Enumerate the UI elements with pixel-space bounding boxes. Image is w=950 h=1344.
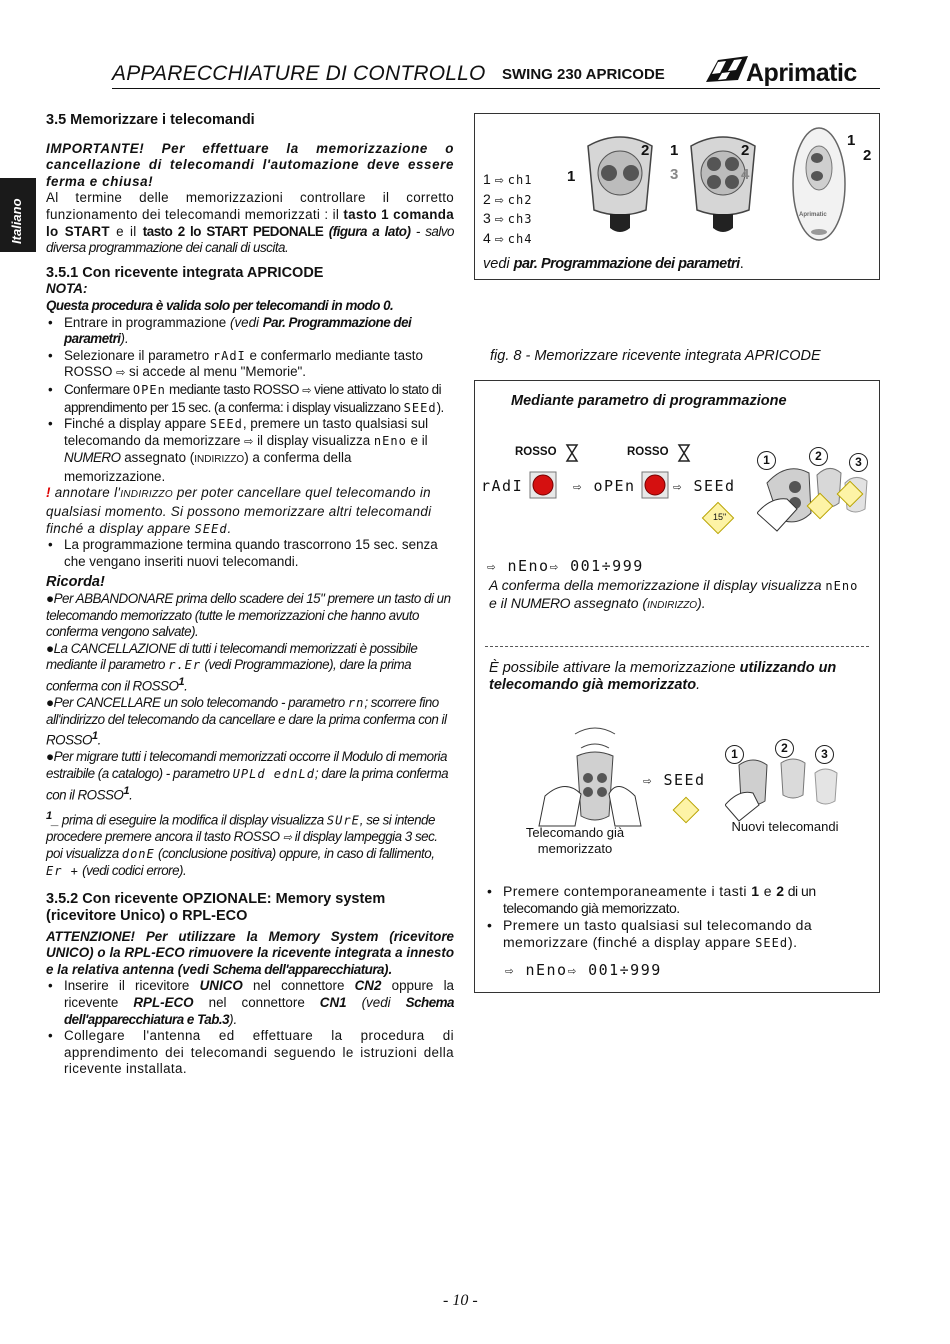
nota-label: NOTA: [46, 281, 88, 297]
ricorda-item: ●Per ABBANDONARE prima dello scadere dei 15" premere un tasto di un telecomando memorizzato (tutte le memorizzazioni che hanno avuto conferma vengono salvate). [46, 591, 451, 640]
arrow-right-icon: ⇨ [116, 367, 126, 380]
important-note: IMPORTANTE! Per effettuare la memorizzazione o cancellazione di telecomandi l'automazione deve essere ferma e chiusa! [46, 140, 454, 189]
channel-row: 4 ⇨ ch4 [483, 229, 533, 246]
box-list [485, 883, 865, 952]
remote-channels-box [474, 113, 880, 280]
timer-15s-icon [805, 491, 835, 521]
button-label: 4 [741, 166, 750, 183]
svg-text:Aprimatic: Aprimatic [746, 59, 857, 87]
section-3-5-title: 3.5 Memorizzare i telecomandi [46, 112, 255, 128]
display-memo: ⇨ nEno⇨ 001÷999 [487, 557, 644, 575]
header-model: SWING 230 APRICODE [502, 66, 665, 83]
red-button-icon [641, 471, 669, 499]
list-item: • Premere un tasto qualsiasi sul telecomando da memorizzare (finché a display appare SEEd). [485, 917, 865, 952]
button-label: 1 [567, 168, 576, 185]
list-item: • Finché a display appare SEEd, premere un tasto qualsiasi sul telecomando da memorizzare ⇨ il display visualizza nEno e il NUMERO assegnato (INDIRIZZO) a conferma della memorizzazione. [46, 416, 454, 485]
button-label: 3 [670, 166, 679, 183]
bullet-dot-icon: ● [46, 749, 54, 765]
header-title: APPARECCHIATURE DI CONTROLLO [112, 62, 486, 85]
possible-text: È possibile attivare la memorizzazione utilizzando un telecomando già memorizzato. [489, 660, 837, 693]
box-title: Mediante parametro di programmazione [511, 393, 787, 409]
step-number: 1 [757, 451, 776, 470]
display-memo-2: ⇨ nEno⇨ 001÷999 [505, 961, 662, 979]
timer-15s-icon [835, 479, 865, 509]
ricorda-item: ●Per CANCELLARE un solo telecomando - parametro rn; scorrere fino all'indirizzo del telecomando da cancellare e dare la prima conferma con il ROSSO$^1$. [46, 695, 447, 748]
button-label: 2 [641, 142, 650, 159]
button-label: 2 [741, 142, 750, 159]
hourglass-icon [565, 443, 579, 463]
bullet-dot-icon: ● [46, 695, 54, 711]
attention-note: ATTENZIONE! Per utilizzare la Memory System (ricevitore UNICO) o la RPL-ECO rimuovere la ricevente integrata a innesto e la relativa antenna (vedi Schema dell'apparecchiatura). [46, 928, 454, 977]
left-column [46, 112, 454, 1078]
ricorda-item: ●Per migrare tutti i telecomandi memorizzati occorre il Modulo di memoria estraibile (a catalogo) - parametro UPLd ednLd; dare la prima conferma con il ROSSO$^1$. [46, 749, 449, 802]
step-number: 3 [849, 453, 868, 472]
checkered-flag-icon [706, 56, 748, 82]
list-item: • Selezionare il parametro rAdI e confermarlo mediante tasto ROSSO ⇨ si accede al menu "Memorie". [46, 348, 454, 382]
list-item: • Collegare l'antenna ed effettuare la procedura di apprendimento dei telecomandi seguendo le istruzioni della ricevente installata. [46, 1028, 454, 1078]
aprimatic-logo [704, 52, 884, 92]
rosso-label: ROSSO [515, 446, 557, 458]
step-number: 2 [775, 739, 794, 758]
confirmation-text: A conferma della memorizzazione il display visualizza nEno e il NUMERO assegnato (INDIRIZZO). [489, 577, 859, 611]
list-item: • Inserire il ricevitore UNICO nel connettore CN2 oppure la ricevente RPL-ECO nel connettore CN1 (vedi Schema dell'apparecchiatura e Tab.3). [46, 978, 454, 1028]
figure-caption: fig. 8 - Memorizzare ricevente integrata APRICODE [490, 348, 821, 364]
section-3-5-2-title: 3.5.2 Con ricevente OPZIONALE: Memory system (ricevitore Unico) o RPL-ECO [46, 891, 386, 924]
new-remotes-icon [725, 753, 865, 823]
button-label: 1 [847, 132, 856, 149]
bullet-dot-icon: ● [46, 591, 54, 607]
step-number: 3 [815, 745, 834, 764]
annotation-note: ! annotare l'INDIRIZZO per poter cancellare quel telecomando in qualsiasi momento. Si possono memorizzare altri telecomandi finché a display appare SEEd. [46, 485, 432, 536]
display-seed: ⇨ SEEd [673, 477, 736, 495]
red-button-icon [529, 471, 557, 499]
page-number: - 10 - [443, 1292, 478, 1309]
list-item: • Premere contemporaneamente i tasti 1 e 2 di un telecomando già memorizzato. [485, 883, 865, 917]
held-memorized-remote-icon [535, 716, 645, 828]
paragraph-check: Al termine delle memorizzazioni controllare il corretto funzionamento dei telecomandi memorizzati : il tasto 1 comanda lo START e il tasto 2 lo START PEDONALE (figura a lato) - salvo diversa programmazione dei canali di uscita. [46, 190, 454, 256]
ricorda-item: ●La CANCELLAZIONE di tutti i telecomandi memorizzati è possibile mediante il parametro r.Er (vedi Programmazione), dare la prima conferma con il ROSSO$^1$. [46, 640, 418, 694]
arrow-right-icon: ⇨ [302, 384, 311, 397]
warning-mark: ! [46, 485, 51, 501]
channel-list [483, 171, 532, 249]
footnote: $^1$_ prima di eseguire la modifica il display visualizza SUrE, se si intende procedere premere ancora il tasto ROSSO ⇨ il display lampeggia 3 sec. poi visualizza donE (conclusione positiva) oppure, in caso di fallimento, Er + (vedi codici errore). [46, 809, 438, 878]
procedure-box [474, 380, 880, 993]
button-label: 2 [863, 147, 872, 164]
ricorda-label: Ricorda! [46, 574, 105, 591]
display-seed-2: ⇨ SEEd [643, 771, 706, 789]
button-label: 1 [670, 142, 679, 159]
list-item: • La programmazione termina quando trascorrono 15 sec. senza che vengano inseriti nuovi telecomandi. [46, 537, 454, 570]
channel-row: 2 ⇨ ch2 [483, 190, 533, 207]
display-open: ⇨ oPEn [573, 477, 636, 495]
channel-row: 3 ⇨ ch3 [483, 210, 533, 226]
bullet-dot-icon: ● [46, 640, 54, 656]
timer-15s-icon [671, 795, 701, 825]
language-label: Italiano [9, 198, 24, 244]
header-rule [112, 88, 880, 89]
separator [485, 646, 869, 647]
rosso-label: ROSSO [627, 446, 669, 458]
section-3-5-1-title: 3.5.1 Con ricevente integrata APRICODE [46, 264, 324, 281]
step-number: 1 [725, 745, 744, 764]
hourglass-icon [677, 443, 691, 463]
remote-brand: Aprimatic [799, 212, 827, 218]
list-item: • Confermare OPEn mediante tasto ROSSO ⇨ viene attivato lo stato di apprendimento per 15 sec. (a conferma: i display visualizzano SEEd). [46, 382, 454, 416]
new-remotes-label: Nuovi telecomandi [731, 819, 839, 834]
timer-label: 15" [713, 512, 727, 522]
four-button-remote-icon [683, 128, 763, 238]
step-number: 2 [809, 447, 828, 466]
arrow-right-icon: ⇨ [282, 831, 292, 844]
nota-text: Questa procedura è valida solo per telecomandi in modo 0. [46, 297, 394, 313]
arrow-right-icon: ⇨ [244, 435, 254, 448]
vedi-reference: vedi par. Programmazione dei parametri. [483, 256, 744, 272]
list-item: • Entrare in programmazione (vedi Par. Programmazione dei parametri). [46, 315, 454, 348]
memorized-remote-label: Telecomando già memorizzato [525, 825, 625, 856]
channel-row: 1 ⇨ ch1 [483, 171, 533, 187]
display-radi: rAdI [481, 477, 524, 495]
language-tab [0, 178, 36, 252]
